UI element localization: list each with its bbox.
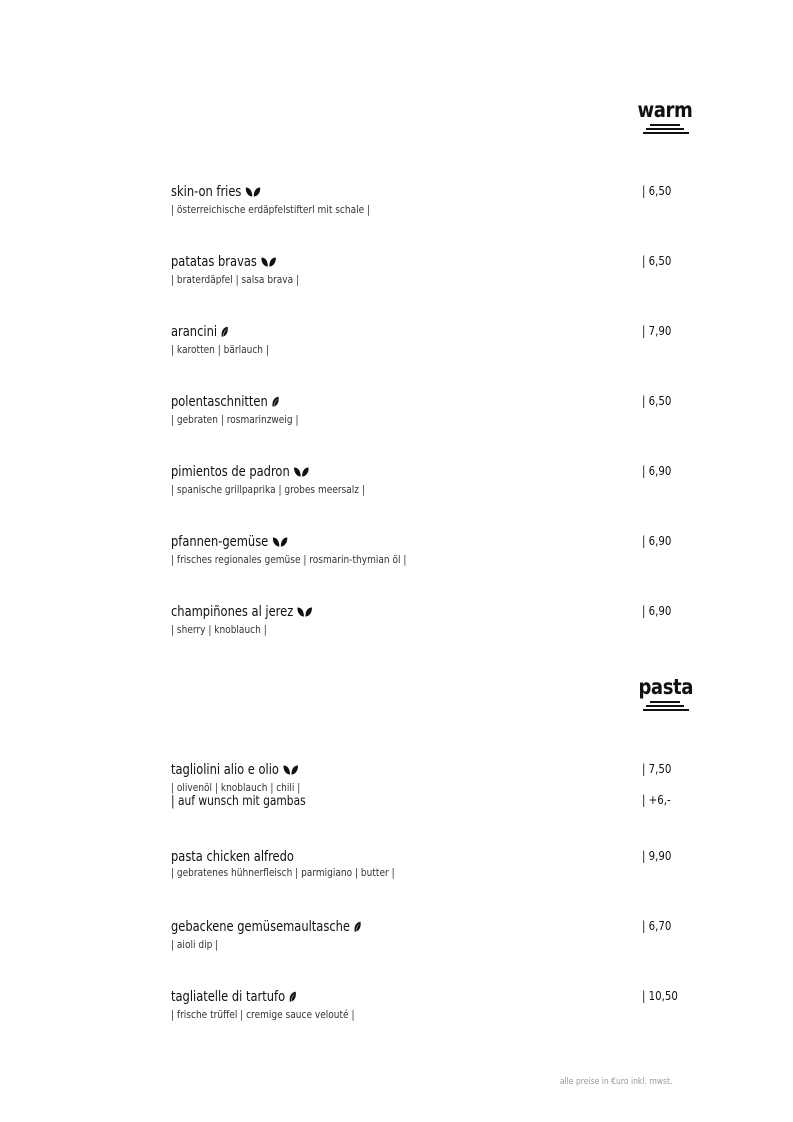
- menu-item-description: | braterdäpfel | salsa brava |: [171, 273, 300, 286]
- double-leaf-icon: [297, 606, 312, 623]
- section-title-pasta: [634, 677, 697, 711]
- menu-item-extra-price: | +6,-: [642, 793, 671, 807]
- section-title-text: pasta: [638, 675, 693, 699]
- menu-item-price: | 6,50: [642, 184, 672, 198]
- leaf-icon: [354, 921, 361, 938]
- double-leaf-icon: [272, 536, 287, 553]
- title-underline-bars: [643, 124, 687, 134]
- title-underline-bars: [643, 701, 687, 711]
- menu-item-description: | aioli dip |: [171, 938, 219, 951]
- section-title-warm: [633, 100, 697, 134]
- menu-item-description: | österreichische erdäpfelstifterl mit schale |: [171, 203, 371, 216]
- menu-item-description: | sherry | knoblauch |: [171, 623, 267, 636]
- menu-item: [171, 759, 691, 810]
- menu-item-name: pfannen-gemüse: [171, 534, 287, 553]
- menu-item-name: arancini: [171, 324, 229, 343]
- menu-item-description: | spanische grillpaprika | grobes meersalz |: [171, 483, 365, 496]
- menu-item-price: | 6,50: [642, 254, 672, 268]
- menu-item-description: | gebraten | rosmarinzweig |: [171, 413, 299, 426]
- menu-item-name: tagliatelle di tartufo: [171, 989, 297, 1008]
- menu-item: [171, 986, 691, 1021]
- menu-item-price: | 7,90: [642, 324, 672, 338]
- leaf-icon: [272, 396, 279, 413]
- menu-item: [171, 251, 691, 286]
- menu-item: [171, 531, 691, 566]
- menu-item-description: | frisches regionales gemüse | rosmarin-thymian öl |: [171, 553, 407, 566]
- leaf-icon: [221, 326, 228, 343]
- menu-item: [171, 461, 691, 496]
- menu-item: [171, 916, 691, 951]
- menu-item-name: pimientos de padron: [171, 464, 309, 483]
- menu-item-price: | 9,90: [642, 849, 672, 863]
- menu-item-price: | 6,90: [642, 534, 672, 548]
- menu-item-name: gebackene gemüsemaultasche: [171, 919, 361, 938]
- double-leaf-icon: [294, 466, 309, 483]
- menu-item-price: | 6,90: [642, 464, 672, 478]
- menu-item-name: tagliolini alio e olio: [171, 762, 298, 781]
- price-note: alle preise in €uro inkl. mwst.: [559, 1077, 672, 1087]
- menu-item-name: pasta chicken alfredo: [171, 849, 294, 865]
- double-leaf-icon: [283, 764, 298, 781]
- menu-item-price: | 7,50: [642, 762, 672, 776]
- menu-item-price: | 6,50: [642, 394, 672, 408]
- menu-item-description: | frische trüffel | cremige sauce velouté |: [171, 1008, 355, 1021]
- leaf-icon: [289, 991, 296, 1008]
- section-title-text: warm: [637, 98, 693, 122]
- menu-item-extra-option: | auf wunsch mit gambas: [171, 794, 306, 809]
- menu-item-price: | 6,70: [642, 919, 672, 933]
- menu-item: [171, 181, 691, 216]
- menu-item-name: champiñones al jerez: [171, 604, 312, 623]
- menu-item-name: polentaschnitten: [171, 394, 279, 413]
- menu-item-description: | gebratenes hühnerfleisch | parmigiano | butter |: [171, 866, 395, 879]
- menu-item-description: | karotten | bärlauch |: [171, 343, 269, 356]
- double-leaf-icon: [246, 186, 261, 203]
- menu-item: [171, 391, 691, 426]
- menu-item-name: skin-on fries: [171, 184, 260, 203]
- menu-item-name: patatas bravas: [171, 254, 276, 273]
- menu-item: [171, 321, 691, 356]
- menu-item-description: | olivenöl | knoblauch | chili |: [171, 781, 301, 794]
- menu-item-price: | 6,90: [642, 604, 672, 618]
- menu-item: [171, 846, 691, 879]
- menu-item-price: | 10,50: [642, 989, 678, 1003]
- menu-item: [171, 601, 691, 636]
- double-leaf-icon: [261, 256, 276, 273]
